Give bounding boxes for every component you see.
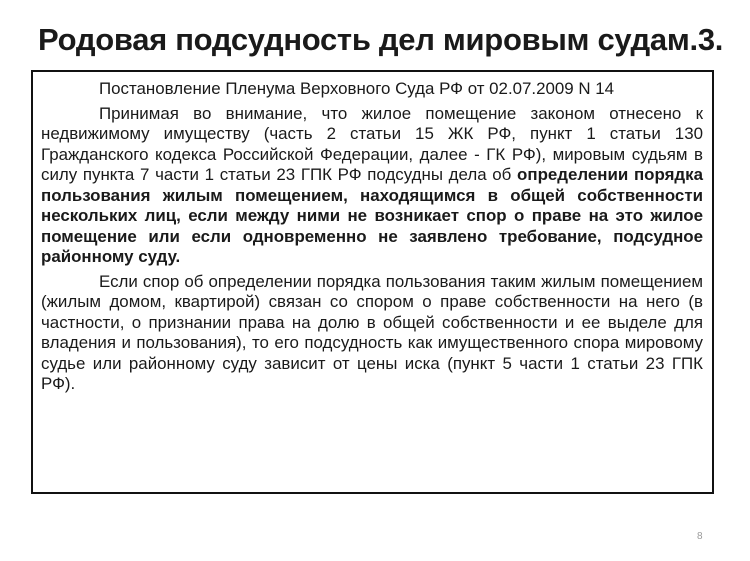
page-number: 8 — [697, 531, 703, 542]
content-box — [31, 70, 714, 494]
paragraph-jurisdiction-bold: определении порядка пользования жилым помещением, находящимся в общей собственности нескольких лиц, если между ними не возникает спор о праве на это жилое помещение или если одновременно не заявлено требование, подсудное районному суду. — [41, 165, 703, 266]
paragraph-jurisdiction — [41, 104, 703, 268]
resolution-heading: Постановление Пленума Верховного Суда РФ от 02.07.2009 N 14 — [99, 79, 615, 98]
paragraph-jurisdiction-text: Принимая во внимание, что жилое помещение законом отнесено к недвижимому имуществу (часть 2 статьи 15 ЖК РФ, пункт 1 статьи 130 Гражданского кодекса Российской Федерации, далее - ГК РФ), мировым судьям в силу пункта 7 части 1 статьи 23 ГПК РФ подсудны дела об — [41, 103, 703, 184]
paragraph-dispute: Если спор об определении порядка пользования таким жилым помещением (жилым домом, квартирой) связан со спором о праве собственности на него (в частности, о признании права на долю в общей собственности и ее выделе для владения и пользования), то его подсудность как имущественного спора мировому судье или районному суду зависит от цены иска (пункт 5 части 1 статьи 23 ГПК РФ). — [41, 271, 703, 393]
slide-title: Родовая подсудность дел мировым судам.3. — [38, 22, 724, 57]
